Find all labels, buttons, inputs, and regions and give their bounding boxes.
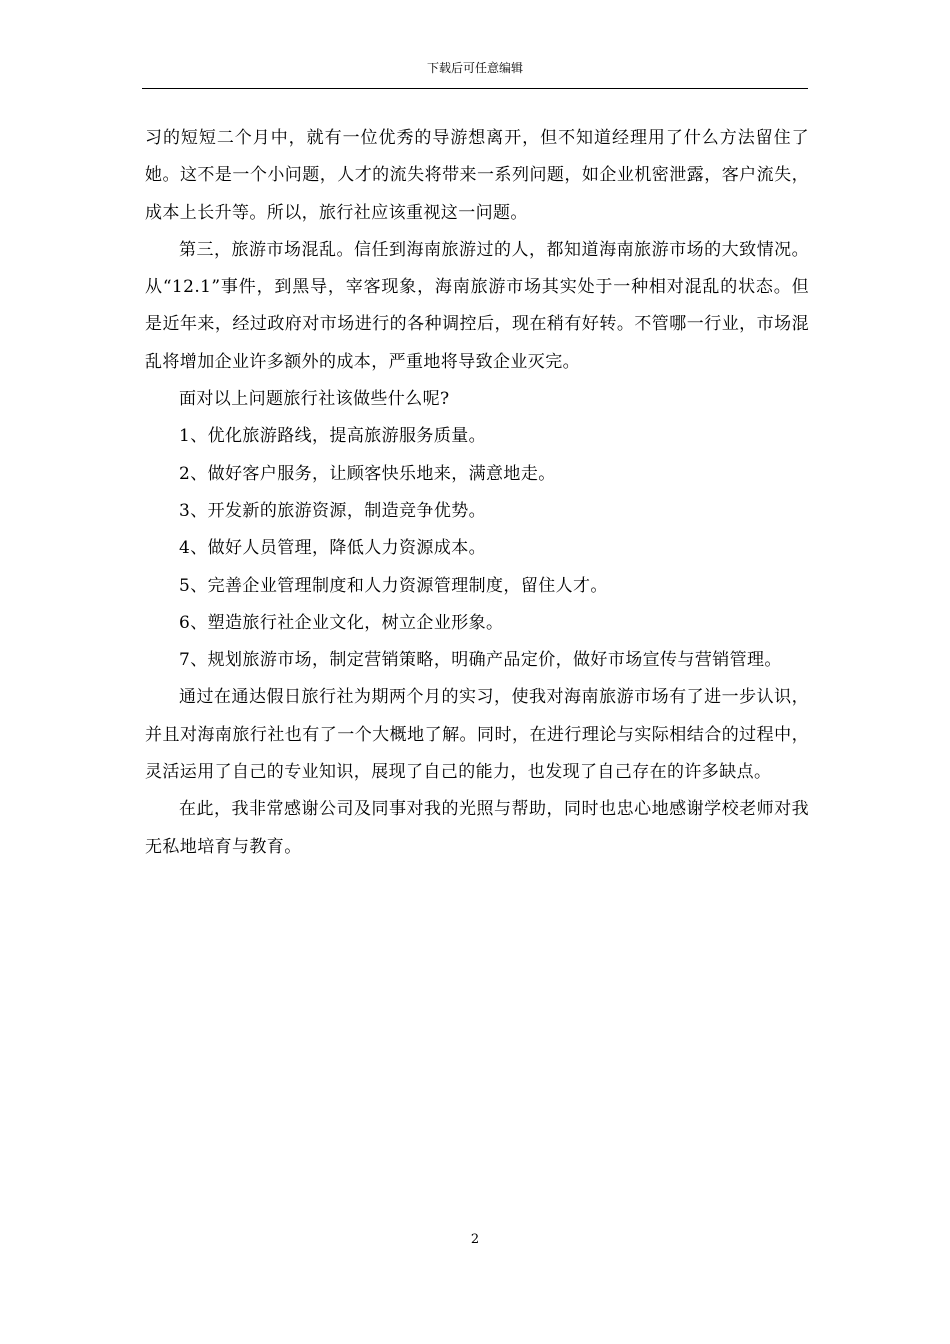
page-header: 下载后可任意编辑 bbox=[426, 61, 523, 75]
list-item: 2、做好客户服务，让顾客快乐地来，满意地走。 bbox=[179, 463, 556, 484]
list-item: 3、开发新的旅游资源，制造竞争优势。 bbox=[179, 500, 487, 521]
list-item: 7、规划旅游市场，制定营销策略，明确产品定价，做好市场宣传与营销管理。 bbox=[179, 650, 782, 671]
list-item: 5、完善企业管理制度和人力资源管理制度，留住人才。 bbox=[179, 575, 608, 596]
paragraph: 在此，我非常感谢公司及同事对我的光照与帮助，同时也忠心地感谢学校老师对我无私地培育与教育。 bbox=[145, 799, 809, 857]
header-divider bbox=[142, 88, 808, 89]
paragraph: 面对以上问题旅行社该做些什么呢? bbox=[179, 389, 450, 410]
list-item: 6、塑造旅行社企业文化，树立企业形象。 bbox=[179, 612, 504, 633]
paragraph: 通过在通达假日旅行社为期两个月的实习，使我对海南旅游市场有了进一步认识，并且对海南旅行社也有了一个大概地了解。同时，在进行理论与实际相结合的过程中，灵活运用了自己的专业知识，展现了自己的能力，也发现了自己存在的许多缺点。 bbox=[145, 687, 809, 783]
paragraph: 习的短短二个月中，就有一位优秀的导游想离开，但不知道经理用了什么方法留住了她。这不是一个小问题，人才的流失将带来一系列问题，如企业机密泄露，客户流失，成本上长升等。所以，旅行社应该重视这一问题。 bbox=[145, 128, 809, 223]
list-item: 1、优化旅游路线，提高旅游服务质量。 bbox=[179, 426, 487, 447]
page-number: 2 bbox=[470, 1232, 480, 1247]
paragraph: 第三，旅游市场混乱。信任到海南旅游过的人，都知道海南旅游市场的大致情况。从“12.1”事件，到黑导，宰客现象，海南旅游市场其实处于一种相对混乱的状态。但是近年来，经过政府对市场进行的各种调控后，现在稍有好转。不管哪一行业，市场混乱将增加企业许多额外的成本，严重地将导致企业灭完。 bbox=[145, 239, 809, 372]
list-item: 4、做好人员管理，降低人力资源成本。 bbox=[179, 538, 487, 559]
document-body bbox=[145, 120, 809, 866]
